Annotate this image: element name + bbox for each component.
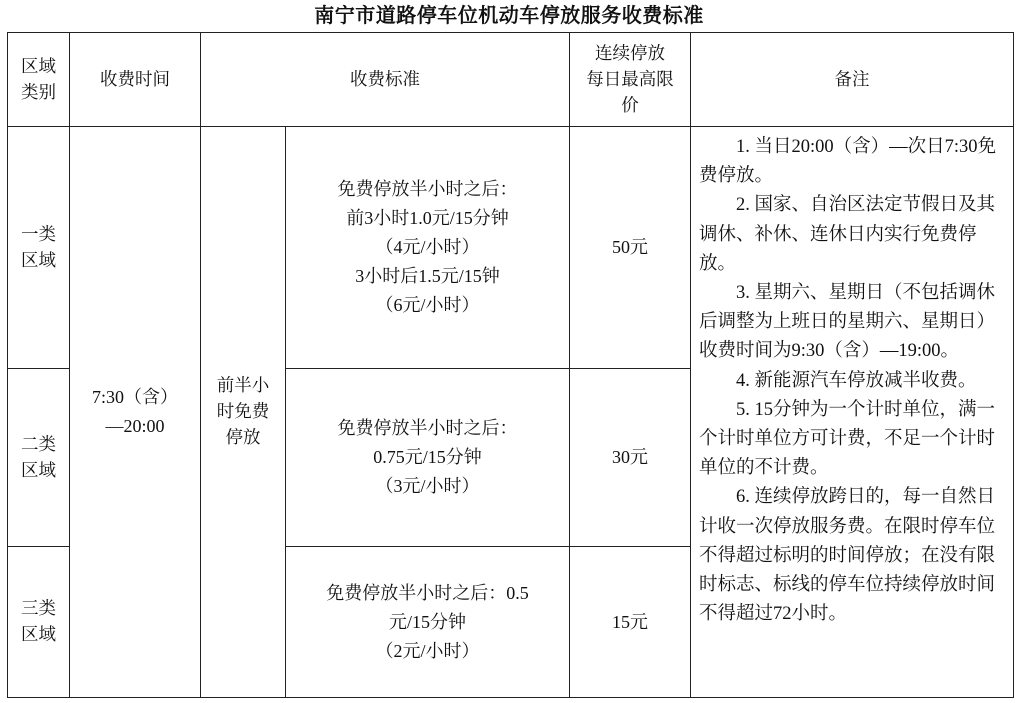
max-price-cell: 50元 (570, 127, 691, 369)
free-period-cell: 前半小 时免费 停放 (201, 127, 286, 698)
max-price-cell: 30元 (570, 369, 691, 547)
note-item: 5. 15分钟为一个计时单位，满一个计时单位方可计费，不足一个计时单位的不计费。 (699, 399, 996, 479)
note-item: 3. 星期六、星期日（不包括调休后调整为上班日的星期六、星期日）收费时间为9:30（含）—19:00。 (699, 283, 996, 362)
area-cell: 三类 区域 (8, 547, 70, 698)
header-charge-time: 收费时间 (70, 33, 201, 127)
note-item: 6. 连续停放跨日的，每一自然日计收一次停放服务费。在限时停车位不得超过标明的时间停放；在没有限时标志、标线的停车位持续停放时间不得超过72小时。 (699, 487, 996, 625)
fee-table (7, 32, 1014, 698)
note-item: 2. 国家、自治区法定节假日及其调休、补休、连休日内实行免费停放。 (699, 195, 996, 274)
header-area-type: 区域 类别 (8, 33, 70, 127)
standard-cell: 免费停放半小时之后： 前3小时1.0元/15分钟 （4元/小时） 3小时后1.5元/15钟 （6元/小时） (286, 127, 570, 369)
table-row (8, 127, 1014, 369)
header-daily-max: 连续停放 每日最高限 价 (570, 33, 691, 127)
max-price-cell: 15元 (570, 547, 691, 698)
charge-time-cell: 7:30（含） —20:00 (70, 127, 201, 698)
header-charge-standard: 收费标准 (201, 33, 570, 127)
header-row (8, 33, 1014, 127)
note-item: 1. 当日20:00（含）—次日7:30免费停放。 (699, 137, 997, 187)
area-cell: 二类 区域 (8, 369, 70, 547)
standard-cell: 免费停放半小时之后：0.5 元/15分钟 （2元/小时） (286, 547, 570, 698)
page-title: 南宁市道路停车位机动车停放服务收费标准 (314, 3, 704, 27)
standard-cell: 免费停放半小时之后： 0.75元/15分钟 （3元/小时） (286, 369, 570, 547)
remarks-cell (691, 127, 1014, 698)
header-remarks: 备注 (691, 33, 1014, 127)
area-cell: 一类 区域 (8, 127, 70, 369)
note-item: 4. 新能源汽车停放减半收费。 (736, 370, 977, 391)
